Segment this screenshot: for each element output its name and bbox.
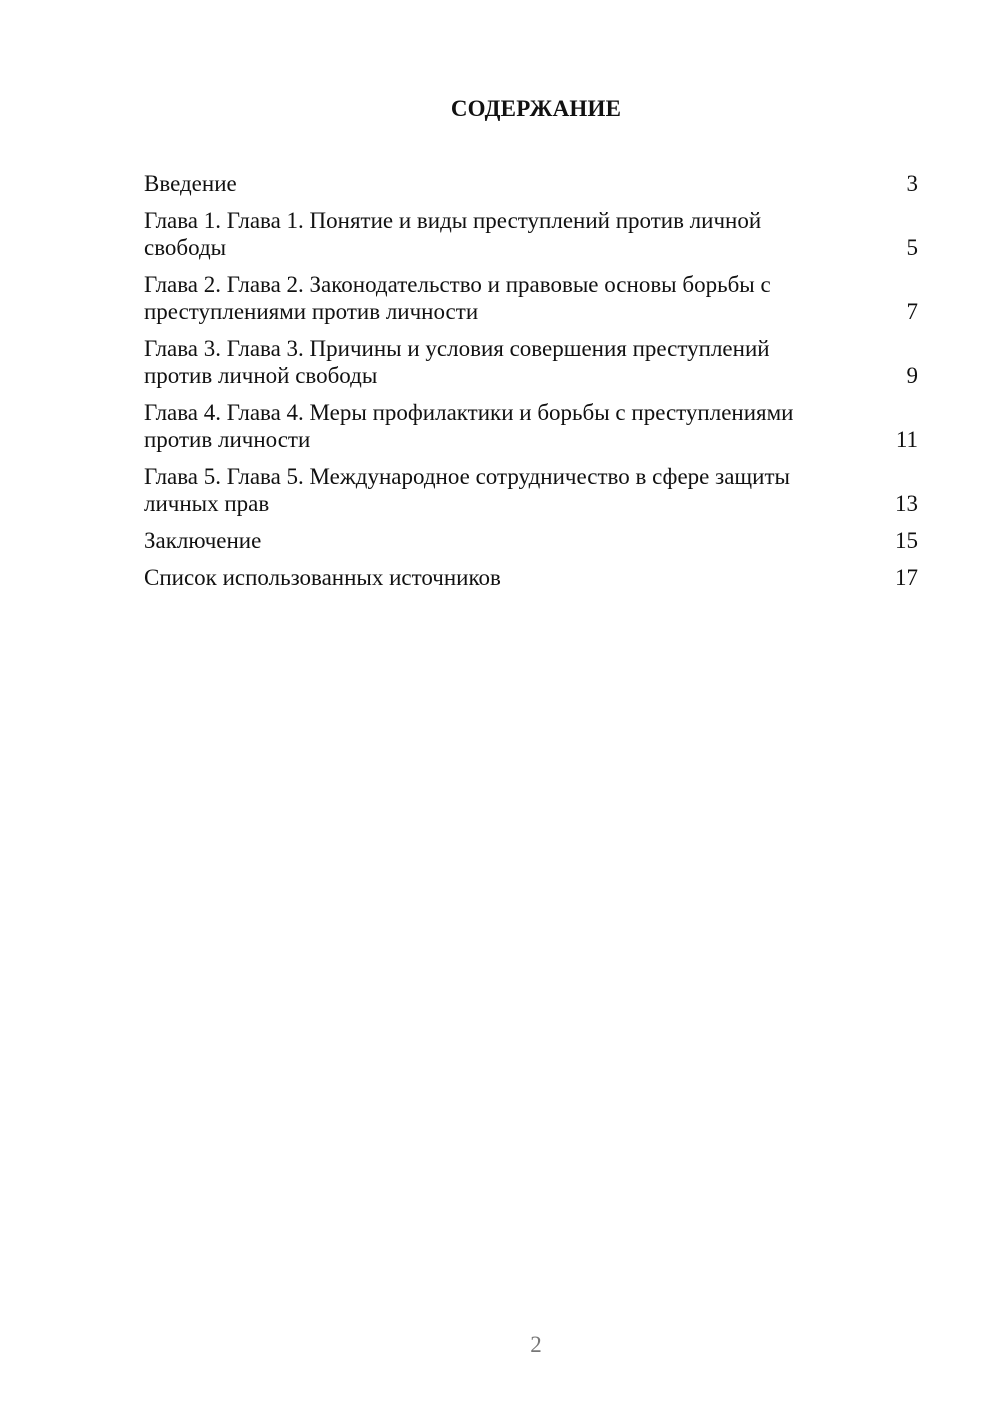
- toc-entry-text: Заключение: [144, 528, 262, 553]
- toc-entry-page: 7: [906, 299, 918, 324]
- toc-entry-text: Глава 2. Глава 2. Законодательство и правовые основы борьбы с преступлениями против личности: [144, 272, 771, 324]
- toc-entry-chapter-2: [144, 271, 920, 325]
- toc-entry-page: 13: [895, 491, 918, 516]
- toc-entry-text: Глава 3. Глава 3. Причины и условия совершения преступлений против личной свободы: [144, 336, 770, 388]
- toc-entry-text: Глава 1. Глава 1. Понятие и виды преступлений против личной свободы: [144, 208, 762, 260]
- toc-entry-references: [144, 564, 920, 591]
- toc-entry-chapter-4: [144, 399, 920, 453]
- toc-entry-text: Глава 4. Глава 4. Меры профилактики и борьбы с преступлениями против личности: [144, 400, 794, 452]
- toc-entry-text: Глава 5. Глава 5. Международное сотрудничество в сфере защиты личных прав: [144, 464, 790, 516]
- table-of-contents: [144, 170, 920, 601]
- toc-title: СОДЕРЖАНИЕ: [450, 96, 622, 121]
- toc-entry-page: 17: [895, 565, 918, 590]
- toc-entry-introduction: [144, 170, 920, 197]
- toc-entry-text: Введение: [144, 171, 237, 196]
- toc-entry-page: 15: [895, 528, 918, 553]
- toc-entry-chapter-1: [144, 207, 920, 261]
- page-number: 2: [530, 1332, 542, 1357]
- toc-entry-chapter-3: [144, 335, 920, 389]
- toc-entry-chapter-5: [144, 463, 920, 517]
- toc-entry-page: 3: [906, 171, 918, 196]
- toc-entry-text: Список использованных источников: [144, 565, 501, 590]
- toc-entry-page: 9: [906, 363, 918, 388]
- toc-entry-page: 11: [895, 427, 918, 452]
- toc-entry-page: 5: [906, 235, 918, 260]
- toc-entry-conclusion: [144, 527, 920, 554]
